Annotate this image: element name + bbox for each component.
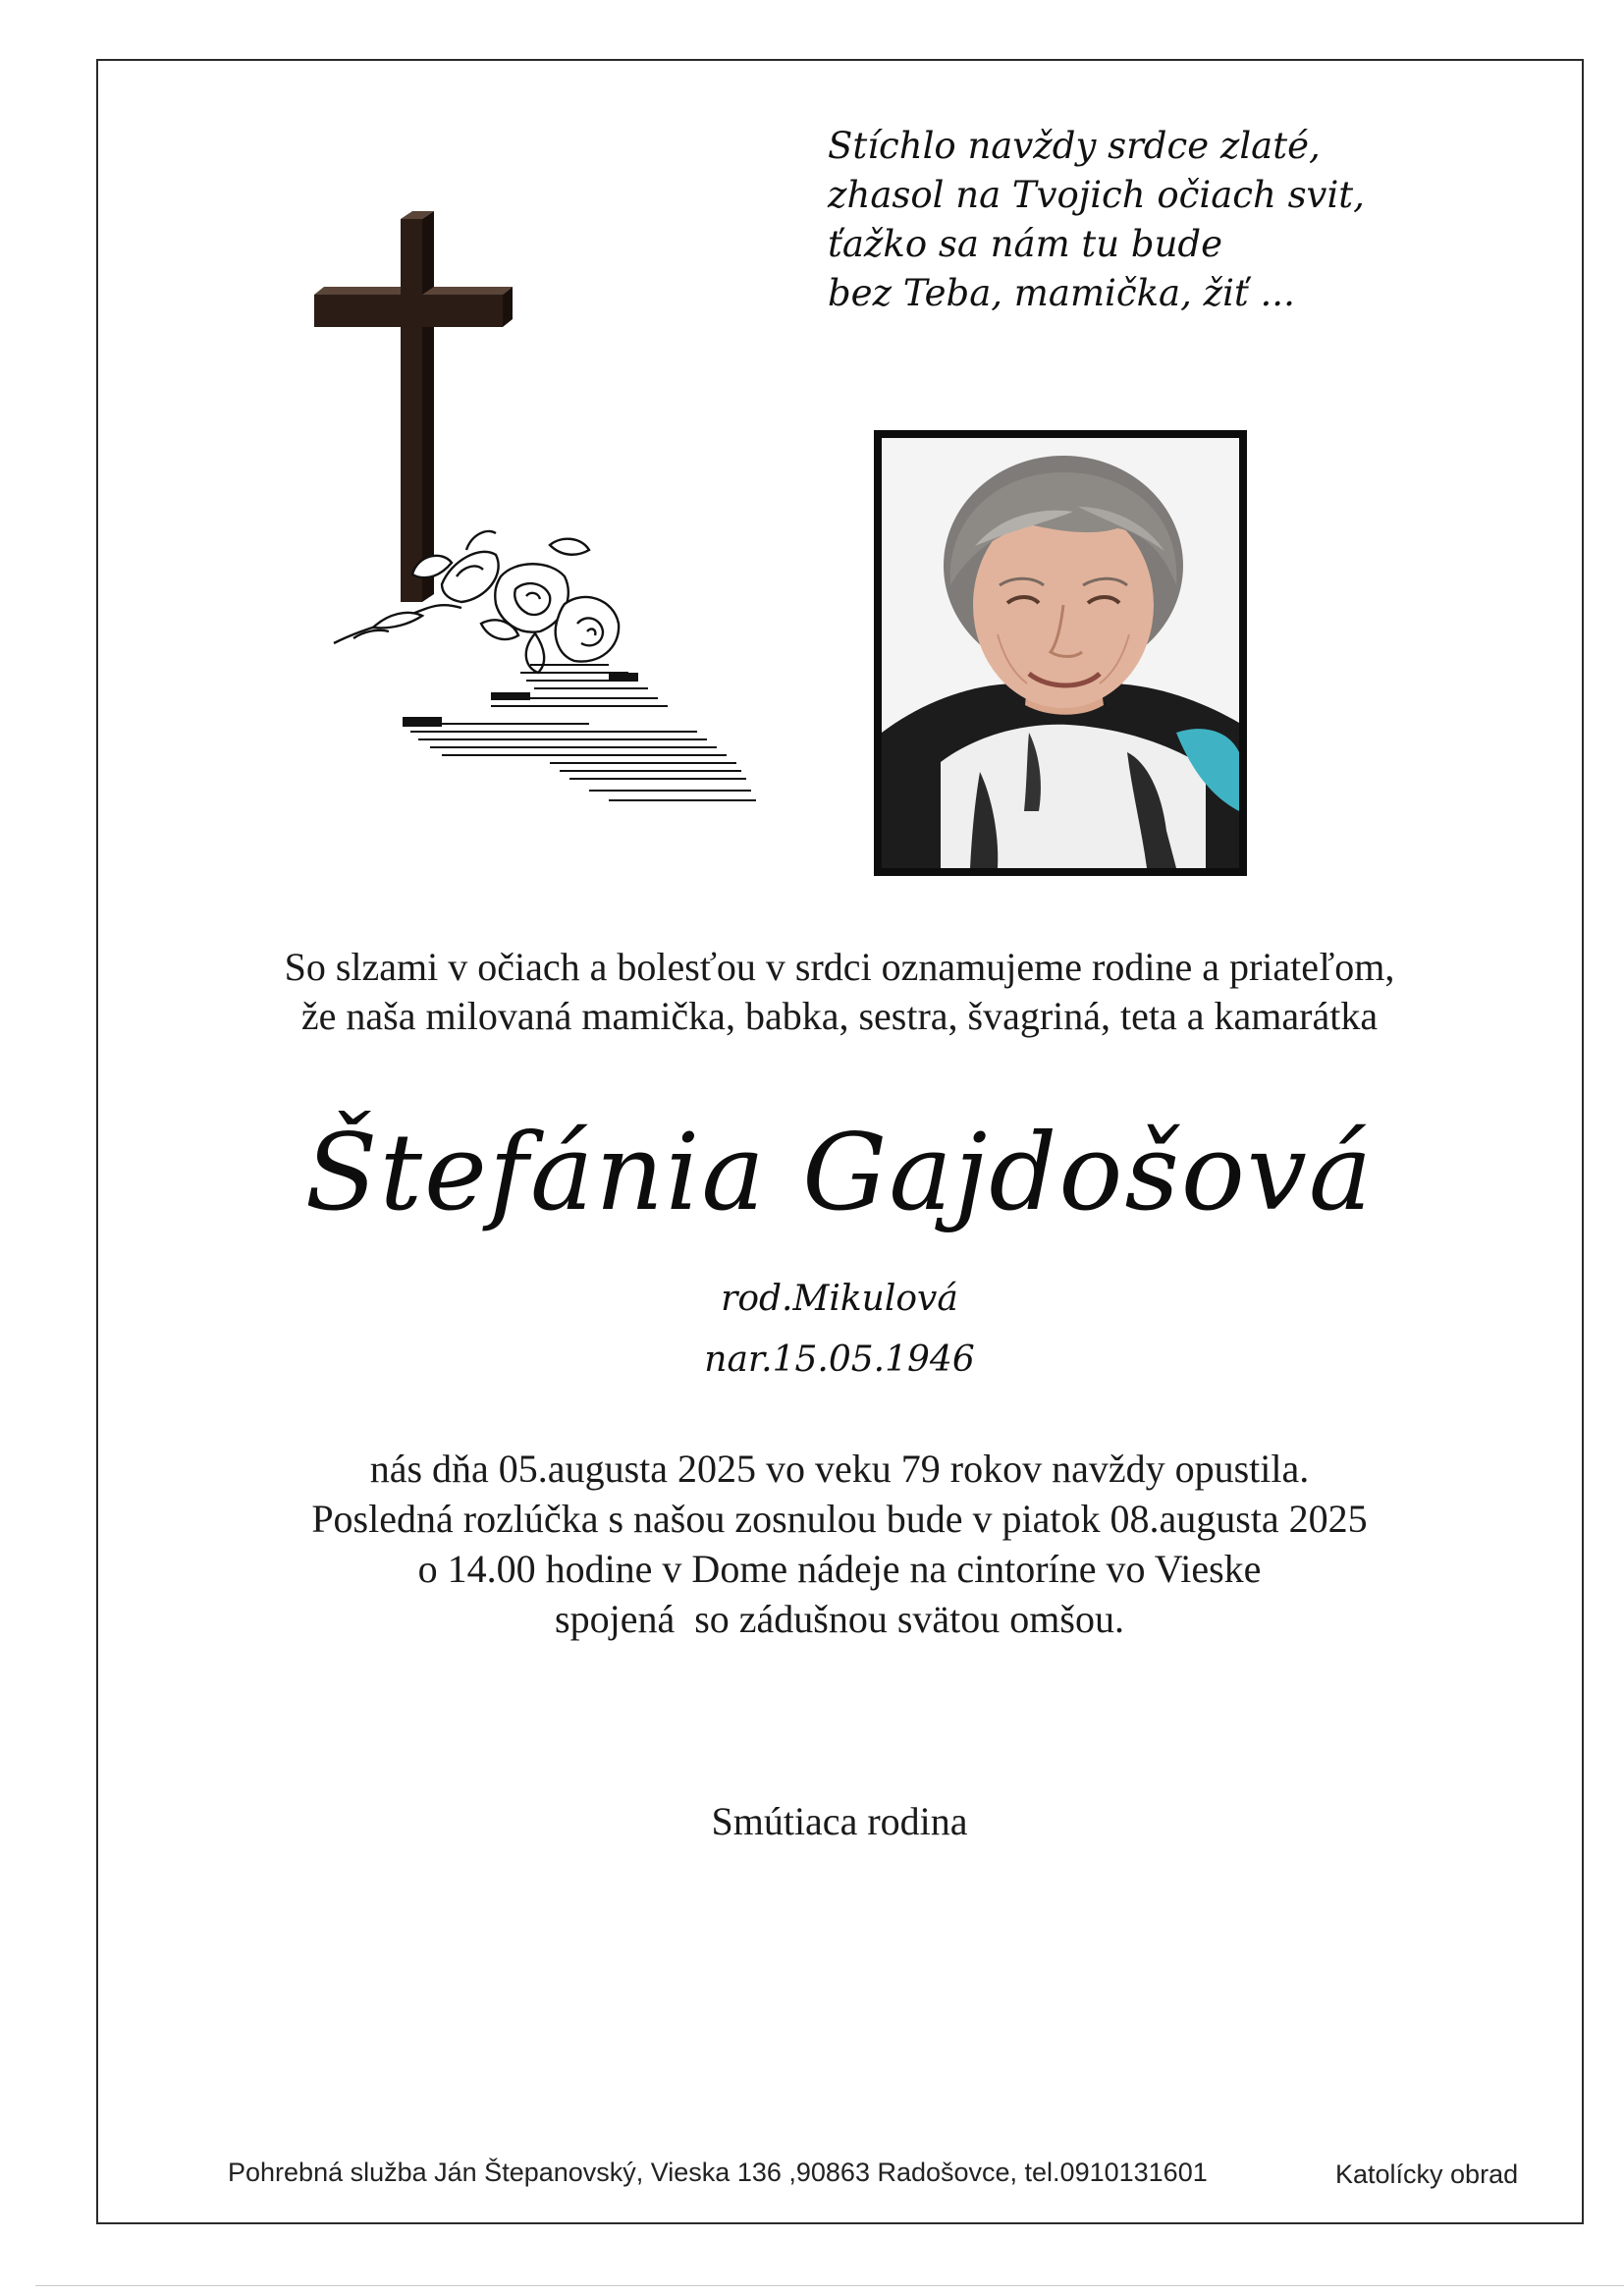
- intro-line: So slzami v očiach a bolesťou v srdci oznamujeme rodine a priateľom,: [284, 945, 1395, 989]
- birth-date: nar.15.05.1946: [704, 1339, 975, 1380]
- cross-vertical-beam: [401, 219, 422, 602]
- roses-icon: [334, 531, 619, 673]
- rite-label: Katolícky obrad: [1335, 2159, 1519, 2189]
- detail-line: o 14.00 hodine v Dome nádeje na cintoríne vo Vieske: [417, 1547, 1262, 1591]
- poem-line: ťažko sa nám tu bude: [828, 223, 1222, 265]
- detail-line: nás dňa 05.augusta 2025 vo veku 79 rokov navždy opustila.: [369, 1447, 1310, 1491]
- portrait-photo-frame: [874, 430, 1247, 876]
- poem-line: zhasol na Tvojich očiach svit,: [828, 174, 1365, 216]
- cross-with-roses-icon: [295, 211, 785, 810]
- announcement-intro: [147, 943, 1532, 1041]
- portrait-photo: [882, 438, 1239, 868]
- poem-line: bez Teba, mamička, žiť ...: [828, 272, 1295, 314]
- cross-horizontal-beam: [314, 295, 503, 327]
- deceased-name: Štefánia Gajdošová: [304, 1112, 1375, 1234]
- intro-line: že naša milovaná mamička, babka, sestra, švagriná, teta a kamarátka: [300, 994, 1379, 1038]
- funeral-service-info: Pohrebná služba Ján Štepanovský, Vieska 136 ,90863 Radošovce, tel.0910131601: [228, 2158, 1208, 2187]
- funeral-details: [147, 1444, 1532, 1644]
- steps-lines: [403, 665, 756, 800]
- poem-line: Stíchlo navždy srdce zlaté,: [828, 125, 1321, 167]
- maiden-name: rod.Mikulová: [721, 1279, 958, 1319]
- signoff: Smútiaca rodina: [711, 1799, 968, 1843]
- memorial-poem: [828, 122, 1378, 318]
- detail-line: spojená so zádušnou svätou omšou.: [555, 1597, 1124, 1641]
- detail-line: Posledná rozlúčka s našou zosnulou bude v piatok 08.augusta 2025: [311, 1497, 1368, 1541]
- scan-edge-line: [35, 2285, 1624, 2286]
